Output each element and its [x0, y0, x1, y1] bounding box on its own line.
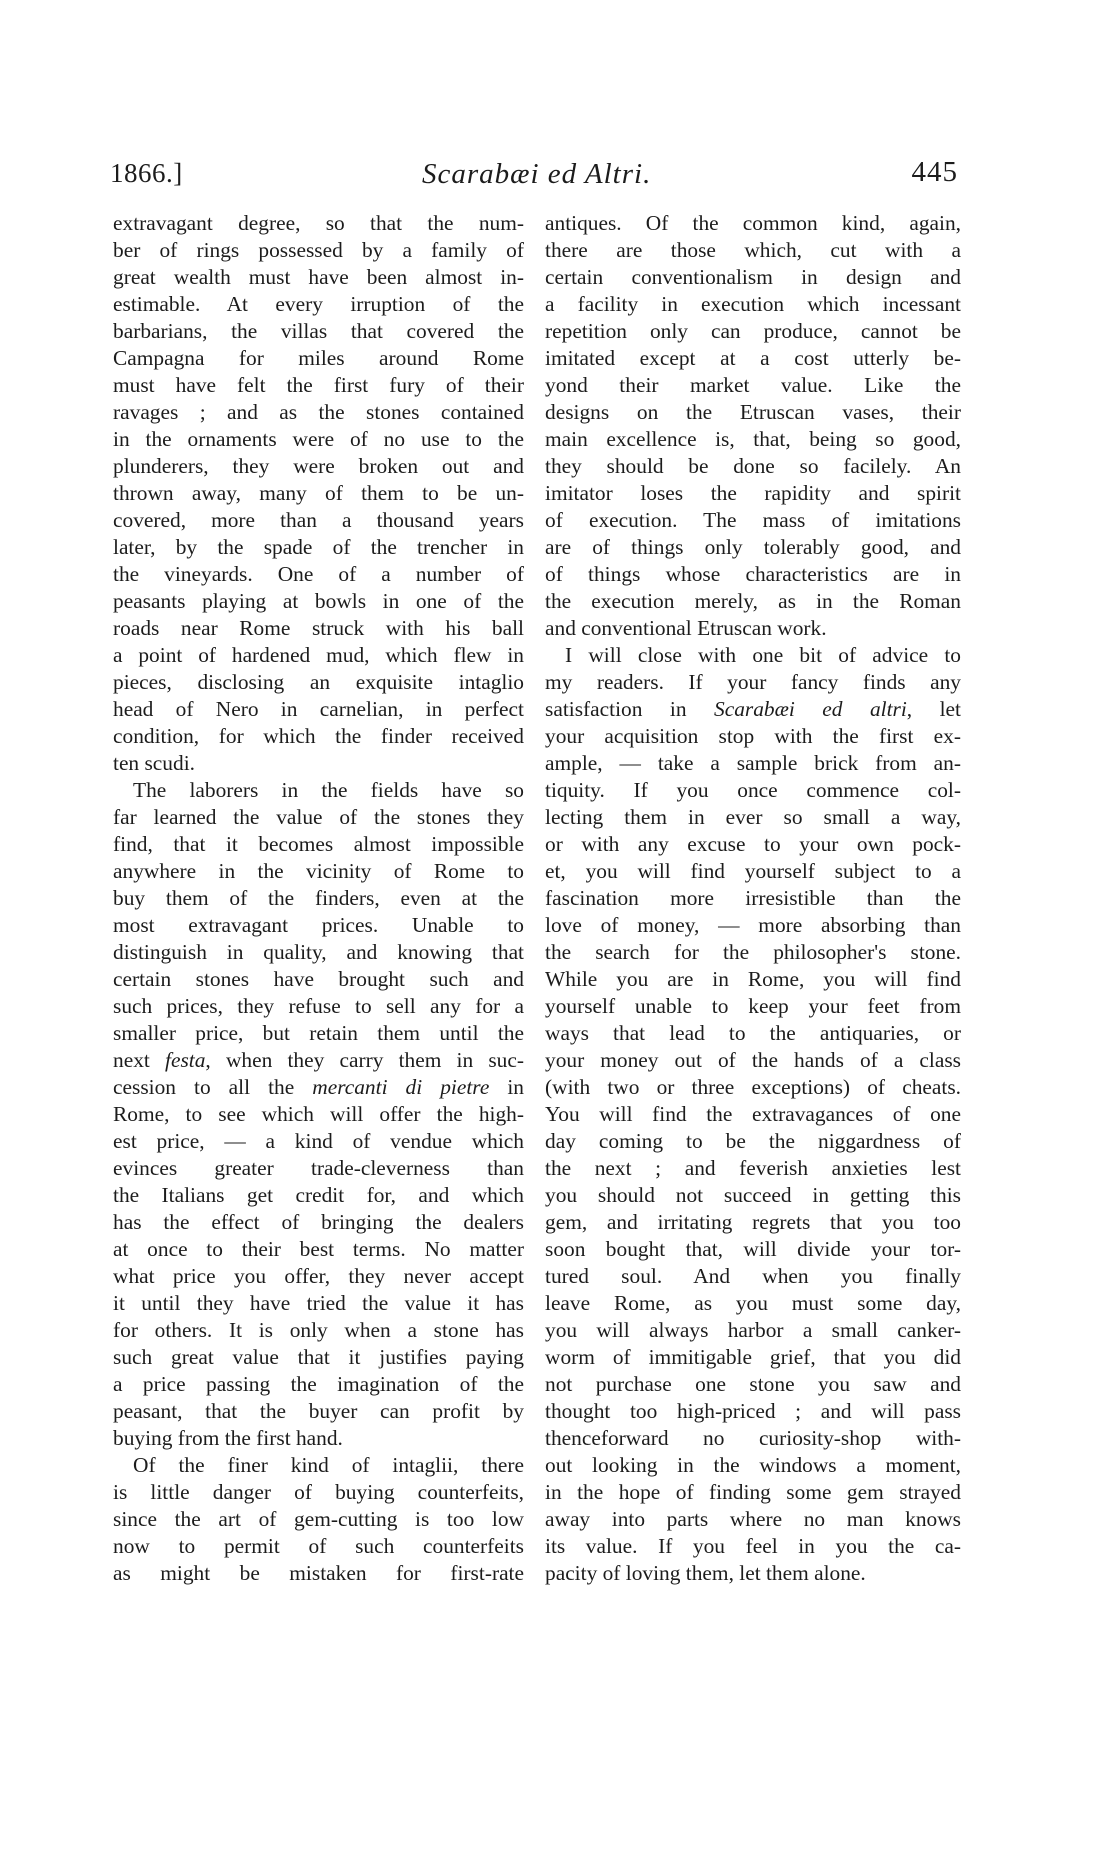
text-line: ber of rings possessed by a family of [113, 238, 524, 262]
text-line: evinces greater trade-cleverness than [113, 1156, 524, 1180]
text-line: next festa, when they carry them in suc- [113, 1048, 524, 1072]
text-line: imitator loses the rapidity and spirit [545, 481, 961, 505]
header-year: 1866.] [110, 158, 183, 188]
text-line: satisfaction in Scarabæi ed altri, let [545, 697, 961, 721]
text-line: head of Nero in carnelian, in perfect [113, 697, 524, 721]
text-line: While you are in Rome, you will find [545, 967, 961, 991]
text-line: fascination more irresistible than the [545, 886, 961, 910]
text-line: must have felt the first fury of their [113, 373, 524, 397]
text-line: buy them of the finders, even at the [113, 886, 524, 910]
text-line: anywhere in the vicinity of Rome to [113, 859, 524, 883]
text-line: there are those which, cut with a [545, 238, 961, 262]
text-line: out looking in the windows a moment, [545, 1453, 961, 1477]
text-line: condition, for which the finder received [113, 724, 524, 748]
text-line: a price passing the imagination of the [113, 1372, 524, 1396]
italic-phrase: Scarabæi ed altri [714, 697, 907, 721]
text-line: tured soul. And when you finally [545, 1264, 961, 1288]
text-line: they should be done so facilely. An [545, 454, 961, 478]
text-line: ample, — take a sample brick from an- [545, 751, 961, 775]
text-line: buying from the first hand. [113, 1426, 343, 1450]
text-line: now to permit of such counterfeits [113, 1534, 524, 1558]
text-line: of things whose characteristics are in [545, 562, 961, 586]
text-line: you should not succeed in getting this [545, 1183, 961, 1207]
text-line: in the hope of finding some gem strayed [545, 1480, 961, 1504]
text-line: ten scudi. [113, 751, 195, 775]
text-line: the execution merely, as in the Roman [545, 589, 961, 613]
text-line: thrown away, many of them to be un- [113, 481, 524, 505]
text-line: the next ; and feverish anxieties lest [545, 1156, 961, 1180]
running-header [110, 158, 958, 198]
text-line: peasants playing at bowls in one of the [113, 589, 524, 613]
text-line: ways that lead to the antiquaries, or [545, 1021, 961, 1045]
text-line: pieces, disclosing an exquisite intaglio [113, 670, 524, 694]
page-number: 445 [911, 156, 958, 188]
text-line: main excellence is, that, being so good, [545, 427, 961, 451]
text-line: you will always harbor a small canker- [545, 1318, 961, 1342]
text-line: far learned the value of the stones they [113, 805, 524, 829]
text-line: extravagant degree, so that the num- [113, 211, 524, 235]
text-line: roads near Rome struck with his ball [113, 616, 524, 640]
text-line: since the art of gem-cutting is too low [113, 1507, 524, 1531]
text-line: imitated except at a cost utterly be- [545, 346, 961, 370]
text-line: a point of hardened mud, which flew in [113, 643, 524, 667]
text-line: the Italians get credit for, and which [113, 1183, 524, 1207]
text-line: in the ornaments were of no use to the [113, 427, 524, 451]
text-line: repetition only can produce, cannot be [545, 319, 961, 343]
text-line: yond their market value. Like the [545, 373, 961, 397]
text-line: plunderers, they were broken out and [113, 454, 524, 478]
text-line: your money out of the hands of a class [545, 1048, 961, 1072]
text-line: tiquity. If you once commence col- [545, 778, 961, 802]
text-line: antiques. Of the common kind, again, [545, 211, 961, 235]
text-line: lecting them in ever so small a way, [545, 805, 961, 829]
text-line: your acquisition stop with the first ex- [545, 724, 961, 748]
text-line: I will close with one bit of advice to [565, 643, 961, 667]
text-line: away into parts where no man knows [545, 1507, 961, 1531]
text-line: et, you will find yourself subject to a [545, 859, 961, 883]
text-line: You will find the extravagances of one [545, 1102, 961, 1126]
text-line: peasant, that the buyer can profit by [113, 1399, 524, 1423]
text-line: love of money, — more absorbing than [545, 913, 961, 937]
text-line: not purchase one stone you saw and [545, 1372, 961, 1396]
text-line: great wealth must have been almost in- [113, 265, 524, 289]
text-line: as might be mistaken for first-rate [113, 1561, 524, 1585]
text-line: has the effect of bringing the dealers [113, 1210, 524, 1234]
text-line: is little danger of buying counterfeits, [113, 1480, 524, 1504]
italic-phrase: mercanti di pietre [312, 1075, 490, 1099]
text-line: (with two or three exceptions) of cheats. [545, 1075, 961, 1099]
text-column-right [545, 210, 961, 1587]
text-line: soon bought that, will divide your tor- [545, 1237, 961, 1261]
text-line: Rome, to see which will offer the high- [113, 1102, 524, 1126]
running-title: Scarabæi ed Altri. [422, 158, 652, 190]
text-line: the search for the philosopher's stone. [545, 940, 961, 964]
text-line: are of things only tolerably good, and [545, 535, 961, 559]
text-line: worm of immitigable grief, that you did [545, 1345, 961, 1369]
text-line: for others. It is only when a stone has [113, 1318, 524, 1342]
text-line: gem, and irritating regrets that you too [545, 1210, 961, 1234]
text-line: certain conventionalism in design and [545, 265, 961, 289]
text-line: Campagna for miles around Rome [113, 346, 524, 370]
text-line: Of the finer kind of intaglii, there [133, 1453, 524, 1477]
text-line: pacity of loving them, let them alone. [545, 1561, 866, 1585]
text-line: my readers. If your fancy finds any [545, 670, 961, 694]
text-line: yourself unable to keep your feet from [545, 994, 961, 1018]
text-line: cession to all the mercanti di pietre in [113, 1075, 524, 1099]
text-line: thought too high-priced ; and will pass [545, 1399, 961, 1423]
text-line: what price you offer, they never accept [113, 1264, 524, 1288]
text-line: or with any excuse to your own pock- [545, 832, 961, 856]
text-line: thenceforward no curiosity-shop with- [545, 1426, 961, 1450]
text-column-left [113, 210, 524, 1587]
text-line: distinguish in quality, and knowing that [113, 940, 524, 964]
text-line: smaller price, but retain them until the [113, 1021, 524, 1045]
text-line: day coming to be the niggardness of [545, 1129, 961, 1153]
text-line: find, that it becomes almost impossible [113, 832, 524, 856]
text-line: designs on the Etruscan vases, their [545, 400, 961, 424]
text-line: estimable. At every irruption of the [113, 292, 524, 316]
text-line: covered, more than a thousand years [113, 508, 524, 532]
text-line: est price, — a kind of vendue which [113, 1129, 524, 1153]
text-line: the vineyards. One of a number of [113, 562, 524, 586]
text-line: such prices, they refuse to sell any for a [113, 994, 524, 1018]
text-line: barbarians, the villas that covered the [113, 319, 524, 343]
text-line: certain stones have brought such and [113, 967, 524, 991]
text-line: such great value that it justifies paying [113, 1345, 524, 1369]
text-line: at once to their best terms. No matter [113, 1237, 524, 1261]
text-line: it until they have tried the value it has [113, 1291, 524, 1315]
text-line: of execution. The mass of imitations [545, 508, 961, 532]
text-line: ravages ; and as the stones contained [113, 400, 524, 424]
text-line: and conventional Etruscan work. [545, 616, 827, 640]
text-line: later, by the spade of the trencher in [113, 535, 524, 559]
italic-phrase: festa [165, 1048, 206, 1072]
text-line: leave Rome, as you must some day, [545, 1291, 961, 1315]
text-line: The laborers in the fields have so [133, 778, 524, 802]
text-line: most extravagant prices. Unable to [113, 913, 524, 937]
text-line: a facility in execution which incessant [545, 292, 961, 316]
text-line: its value. If you feel in you the ca- [545, 1534, 961, 1558]
